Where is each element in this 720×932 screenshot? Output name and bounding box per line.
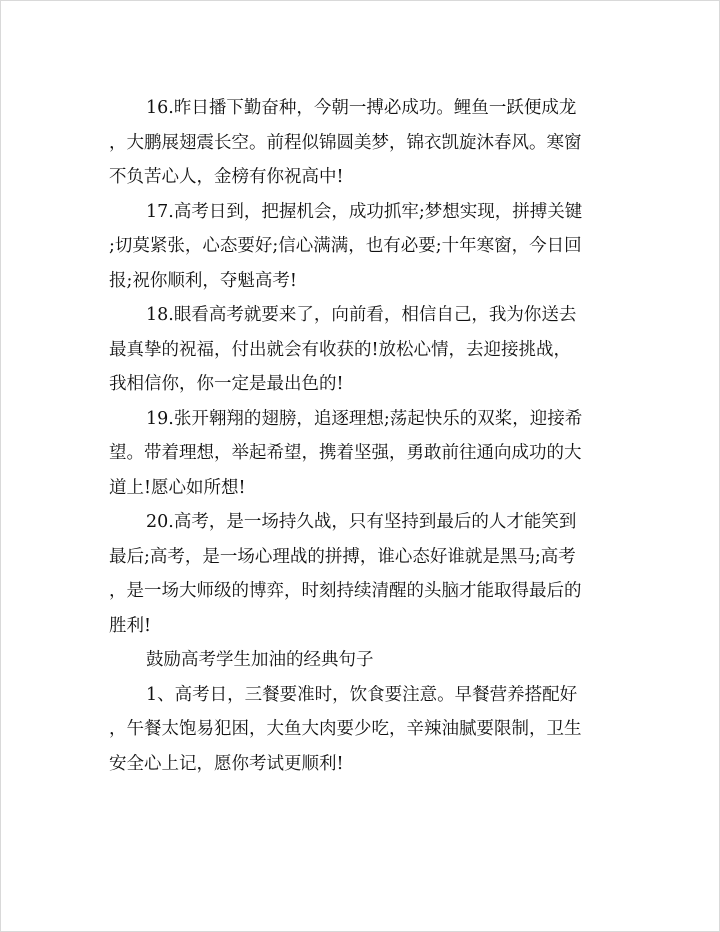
text-line: 胜利! [109, 615, 152, 636]
text-line: 19.张开翱翔的翅膀，追逐理想;荡起快乐的双桨，迎接希 [146, 408, 583, 429]
paragraph-19 [109, 402, 619, 506]
text-line: 1、高考日，三餐要准时，饮食要注意。早餐营养搭配好 [146, 684, 578, 705]
paragraph-18 [109, 298, 619, 402]
text-line: 16.昨日播下勤奋种，今朝一搏必成功。鲤鱼一跃便成龙 [146, 98, 577, 118]
text-line: 不负苦心人，金榜有你祝高中! [109, 167, 344, 187]
text-line: 安全心上记，愿你考试更顺利! [109, 753, 344, 774]
text-line: 17.高考日到，把握机会，成功抓牢;梦想实现，拼搏关键 [146, 201, 583, 222]
text-line: 望。带着理想，举起希望，携着坚强，勇敢前往通向成功的大 [109, 443, 582, 463]
paragraph-17 [109, 195, 619, 299]
text-line: 道上!愿心如所想! [109, 477, 246, 498]
heading-text: 鼓励高考学生加油的经典句子 [146, 650, 374, 670]
text-line: 我相信你，你一定是最出色的! [109, 374, 344, 394]
paragraph-1 [109, 678, 619, 782]
text-line: ，大鹏展翅震长空。前程似锦圆美梦，锦衣凯旋沐春风。寒窗 [109, 132, 582, 153]
text-line: 报;祝你顺利，夺魁高考! [109, 270, 297, 291]
text-line: 最后;高考，是一场心理战的拼搏，谁心态好谁就是黑马;高考 [109, 546, 576, 567]
text-line: ，午餐太饱易犯困，大鱼大肉要少吃，辛辣油腻要限制，卫生 [109, 719, 582, 739]
text-line: 最真挚的祝福，付出就会有收获的!放松心情，去迎接挑战， [109, 339, 572, 360]
paragraph-16 [109, 91, 619, 195]
text-line: ;切莫紧张，心态要好;信心满满，也有必要;十年寒窗，今日回 [109, 236, 582, 256]
document-body [109, 91, 619, 781]
text-line: ，是一场大师级的博弈，时刻持续清醒的头脑才能取得最后的 [109, 581, 582, 601]
text-line: 18.眼看高考就要来了，向前看，相信自己，我为你送去 [146, 305, 577, 325]
text-line: 20.高考，是一场持久战，只有坚持到最后的人才能笑到 [146, 512, 577, 532]
section-heading [109, 643, 619, 678]
paragraph-20 [109, 505, 619, 643]
